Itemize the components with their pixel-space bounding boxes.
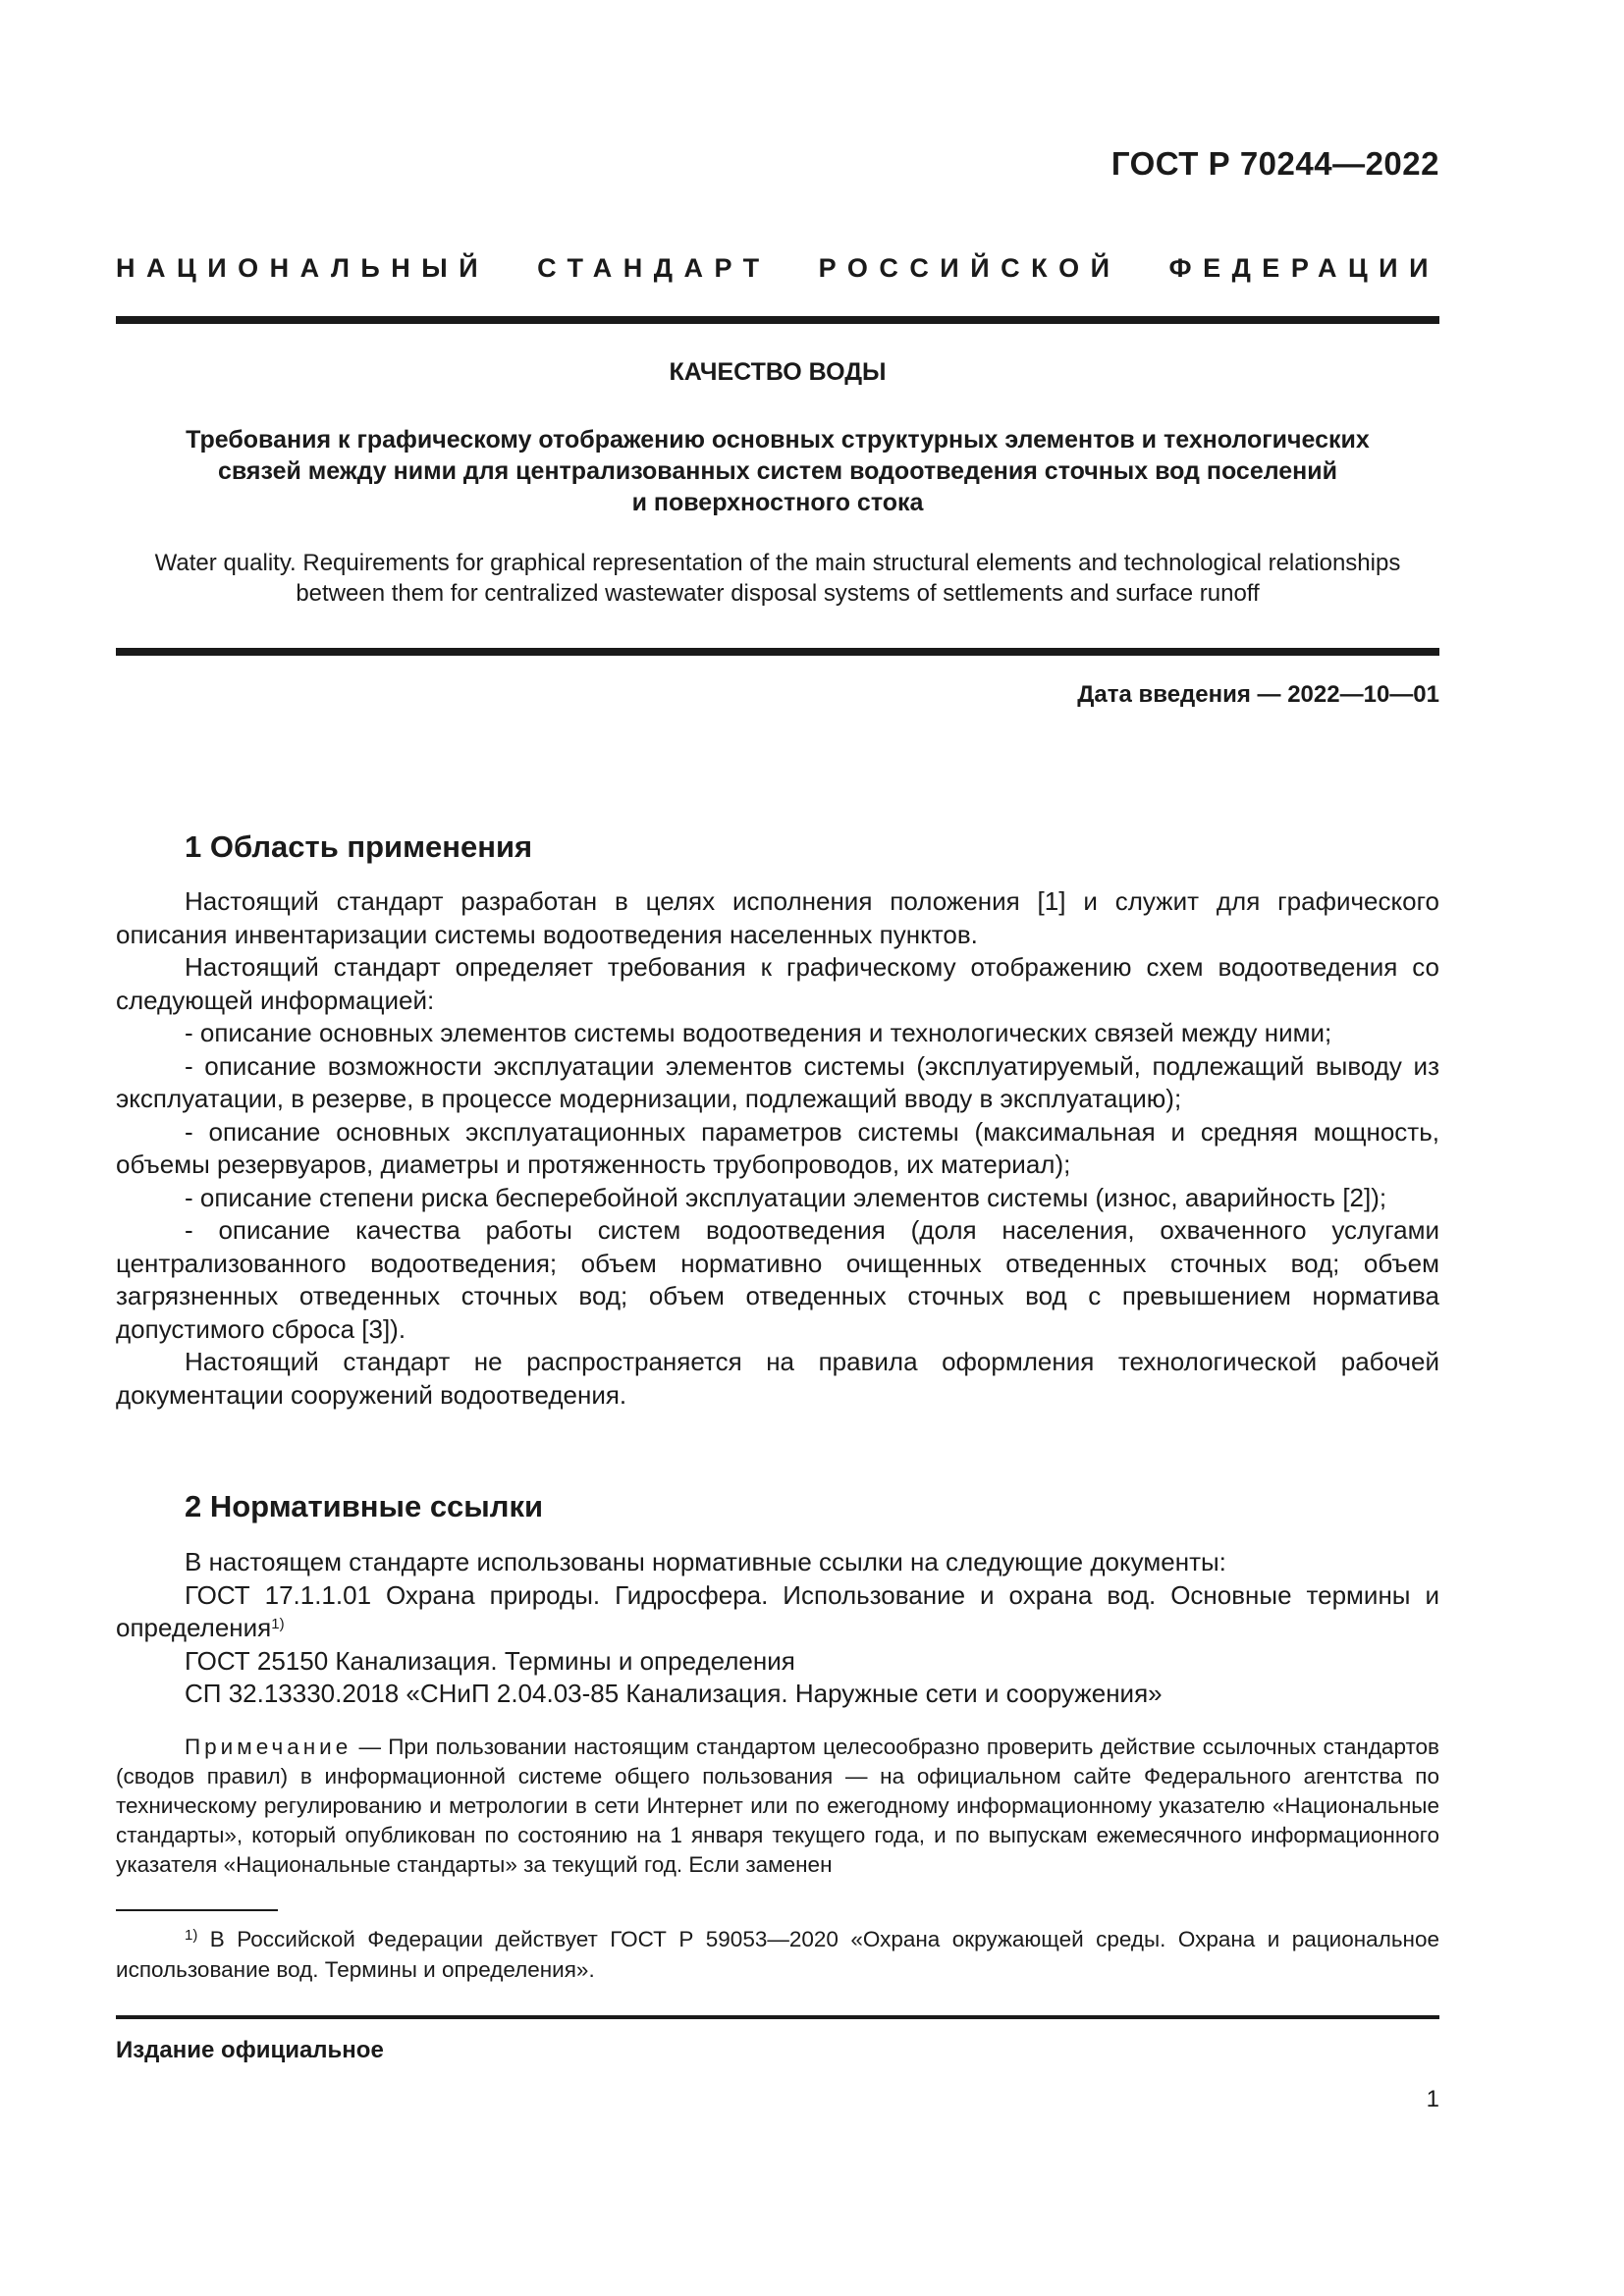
list-item: - описание основных элементов системы водоотведения и технологических связей между ними; (185, 1018, 1332, 1047)
introduction-date: Дата введения — 2022—10—01 (1077, 681, 1439, 708)
subtitle-line: связей между ними для централизованных систем водоотведения сточных вод поселений (217, 457, 1338, 485)
paragraph: Настоящий стандарт не распространяется на правила оформления технологической рабочей документации сооружений водоотведения. (116, 1347, 1439, 1410)
list-item: - описание степени риска бесперебойной эксплуатации элементов системы (износ, аварийность [2]); (185, 1182, 1387, 1212)
footer-rule (116, 2015, 1439, 2019)
reference-item (116, 1579, 1439, 1645)
page-number: 1 (1426, 2086, 1439, 2112)
document-title: КАЧЕСТВО ВОДЫ (669, 358, 887, 386)
subtitle-line: Требования к графическому отображению основных структурных элементов и технологических (186, 426, 1370, 454)
note-paragraph (116, 1733, 1439, 1880)
official-edition-label: Издание официальное (116, 2037, 384, 2063)
paragraph: В настоящем стандарте использованы нормативные ссылки на следующие документы: (185, 1547, 1226, 1576)
footnote-marker: 1) (185, 1927, 198, 1944)
note-text: — При пользовании настоящим стандартом целесообразно проверить действие ссылочных стандартов (сводов правил) в информационной системе общего пользования — на официальном сайте Федерального агентства по техническому регулированию и метрологии в сети Интернет или по ежегодному информационному указателю «Национальные стандарты», который опубликован по состоянию на 1 января текущего года, и по выпускам ежемесячного информационного указателя «Национальные стандарты» за текущий год. Если заменен (116, 1735, 1439, 1877)
list-item: - описание возможности эксплуатации элементов системы (эксплуатируемый, подлежащий выводу из эксплуатации, в резерве, в процессе модернизации, подлежащий вводу в эксплуатацию); (116, 1050, 1439, 1113)
note-label: Примечание (185, 1735, 352, 1759)
section-2-body (116, 1546, 1439, 1711)
national-standard-banner: НАЦИОНАЛЬНЫЙ СТАНДАРТ РОССИЙСКОЙ ФЕДЕРАЦИИ (116, 253, 1439, 283)
list-item: - описание качества работы систем водоотведения (доля населения, охваченного услугами централизованного водоотведения; объем нормативно очищенных отведенных сточных вод; объем загрязненных отведенных сточных вод; объем отведенных сточных вод с превышением норматива допустимого сброса [3]). (116, 1215, 1439, 1344)
reference-text: ГОСТ 17.1.1.01 Охрана природы. Гидросфера. Использование и охрана вод. Основные термины и определения (116, 1579, 1439, 1642)
footnote-separator (116, 1909, 278, 1911)
top-rule (116, 316, 1439, 324)
reference-item: ГОСТ 25150 Канализация. Термины и определения (185, 1645, 795, 1676)
english-title (116, 548, 1439, 609)
document-code: ГОСТ Р 70244—2022 (1110, 145, 1439, 182)
footnote-text: В Российской Федерации действует ГОСТ Р 59053—2020 «Охрана окружающей среды. Охрана и рациональное использование вод. Термины и определения». (116, 1927, 1439, 1982)
list-item: - описание основных эксплуатационных параметров системы (максимальная и средняя мощность, объемы резервуаров, диаметры и протяженность трубопроводов, их материал); (116, 1116, 1439, 1179)
footnote-marker: 1) (271, 1616, 285, 1632)
english-title-line: between them for centralized wastewater disposal systems of settlements and surface runoff (296, 580, 1260, 607)
title-rule (116, 648, 1439, 656)
document-subtitle (116, 424, 1439, 518)
reference-item: СП 32.13330.2018 «СНиП 2.04.03-85 Канализация. Наружные сети и сооружения» (185, 1679, 1163, 1708)
paragraph: Настоящий стандарт разработан в целях исполнения положения [1] и служит для графического описания инвентаризации системы водоотведения населенных пунктов. (116, 886, 1439, 949)
section-1-body (116, 885, 1439, 1412)
footnote (116, 1924, 1439, 1985)
subtitle-line: и поверхностного стока (631, 489, 924, 516)
paragraph: Настоящий стандарт определяет требования к графическому отображению схем водоотведения со следующей информацией: (116, 952, 1439, 1015)
english-title-line: Water quality. Requirements for graphical representation of the main structural elements and technological relationships (154, 550, 1401, 576)
section-1-heading: 1 Область применения (185, 829, 533, 864)
section-2-heading: 2 Нормативные ссылки (185, 1489, 544, 1523)
